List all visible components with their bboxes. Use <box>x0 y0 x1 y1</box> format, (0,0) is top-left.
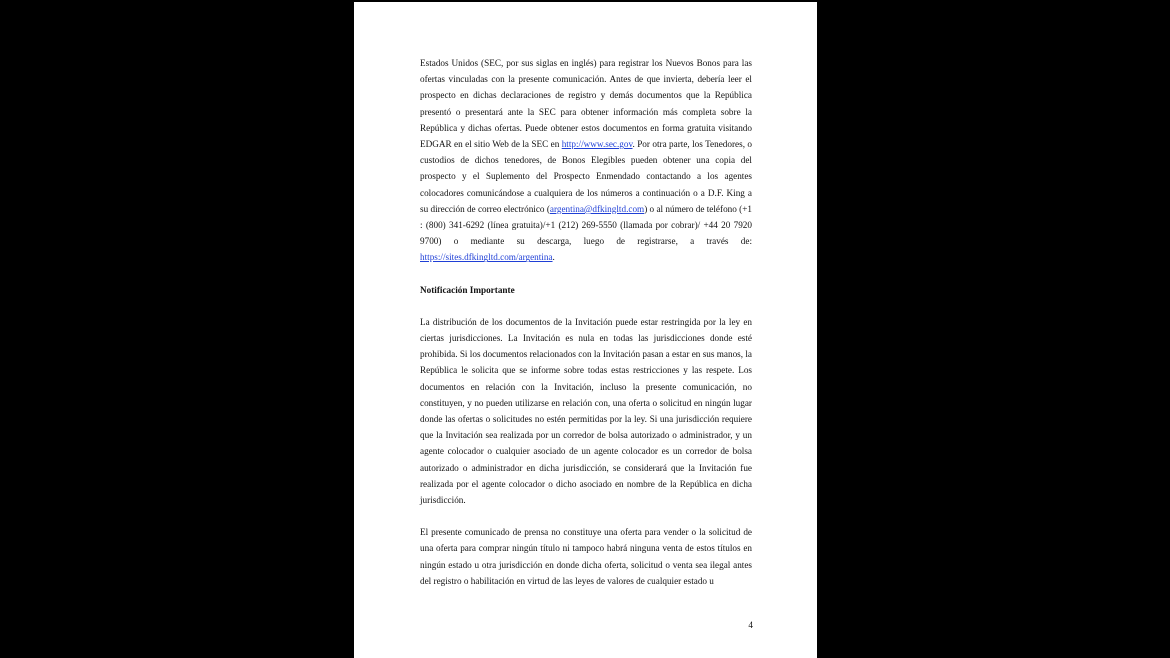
document-page <box>354 2 817 658</box>
paragraph-text: . <box>552 252 555 263</box>
paragraph-gap <box>420 298 752 314</box>
email-link[interactable]: argentina@dfkingltd.com <box>549 203 645 214</box>
sec-link[interactable]: http://www.sec.gov <box>561 139 633 150</box>
paragraph-text: . Por otra parte, los Tenedores, o custodios de dichos tenedores, de Bonos Elegibles pueden obtener una copia del prospecto y el Suplemento del Prospecto Enmendado contactando a los agentes colocadores comunicándose a cualquiera de los números a continuación o a D.F. King a su dirección de correo electrónico ( <box>420 139 752 214</box>
paragraph-registration-info <box>420 55 752 266</box>
dfking-site-link[interactable]: https://sites.dfkingltd.com/argentina <box>420 252 553 263</box>
paragraph-no-offer: El presente comunicado de prensa no constituye una oferta para vender o la solicitud de una oferta para comprar ningún título ni tampoco habrá ninguna venta de estos títulos en ningún estado u otra jurisdicción en donde dicha oferta, solicitud o venta sea ilegal antes del registro o habilitación en virtud de las leyes de valores de cualquier estado u <box>420 527 752 586</box>
paragraph-text: Estados Unidos (SEC, por sus siglas en inglés) para registrar los Nuevos Bonos para las ofertas vinculadas con la presente comunicación. Antes de que invierta, debería leer el prospecto en dichas declaraciones de registro y demás documentos que la República presentó o presentará ante la SEC para obtener información más completa sobre la República y dichas ofertas. Puede obtener estos documentos en forma gratuita visitando EDGAR en el sitio Web de la SEC en <box>420 58 752 150</box>
paragraph-text: ) o al número de teléfono (+1 : (800) 341-6292 (línea gratuita)/+1 (212) 269-5550 (llamada por cobrar)/ +44 20 7920 9700) o mediante su descarga, luego de registrarse, a través de: <box>420 203 752 247</box>
page-number: 4 <box>748 620 753 630</box>
paragraph-gap <box>420 508 752 524</box>
paragraph-gap <box>420 266 752 282</box>
paragraph-distribution-restrictions: La distribución de los documentos de la Invitación puede estar restringida por la ley en ciertas jurisdicciones. La Invitación es nula en todas las jurisdicciones donde esté prohibida. Si los documentos relacionados con la Invitación pasan a estar en sus manos, la República le solicita que se informe sobre todas estas restricciones y las respete. Los documentos en relación con la Invitación, incluso la presente comunicación, no constituyen, y no pueden utilizarse en relación con, una oferta o solicitud en ningún lugar donde las ofertas o solicitudes no estén permitidas por la ley. Si una jurisdicción requiere que la Invitación sea realizada por un corredor de bolsa autorizado o administrador, y un agente colocador o cualquier asociado de un agente colocador es un corredor de bolsa autorizado o administrador en dicha jurisdicción, se considerará que la Invitación fue realizada por el agente colocador o dicho asociado en nombre de la República en dicha jurisdicción. <box>420 316 752 506</box>
section-heading: Notificación Importante <box>420 284 515 295</box>
